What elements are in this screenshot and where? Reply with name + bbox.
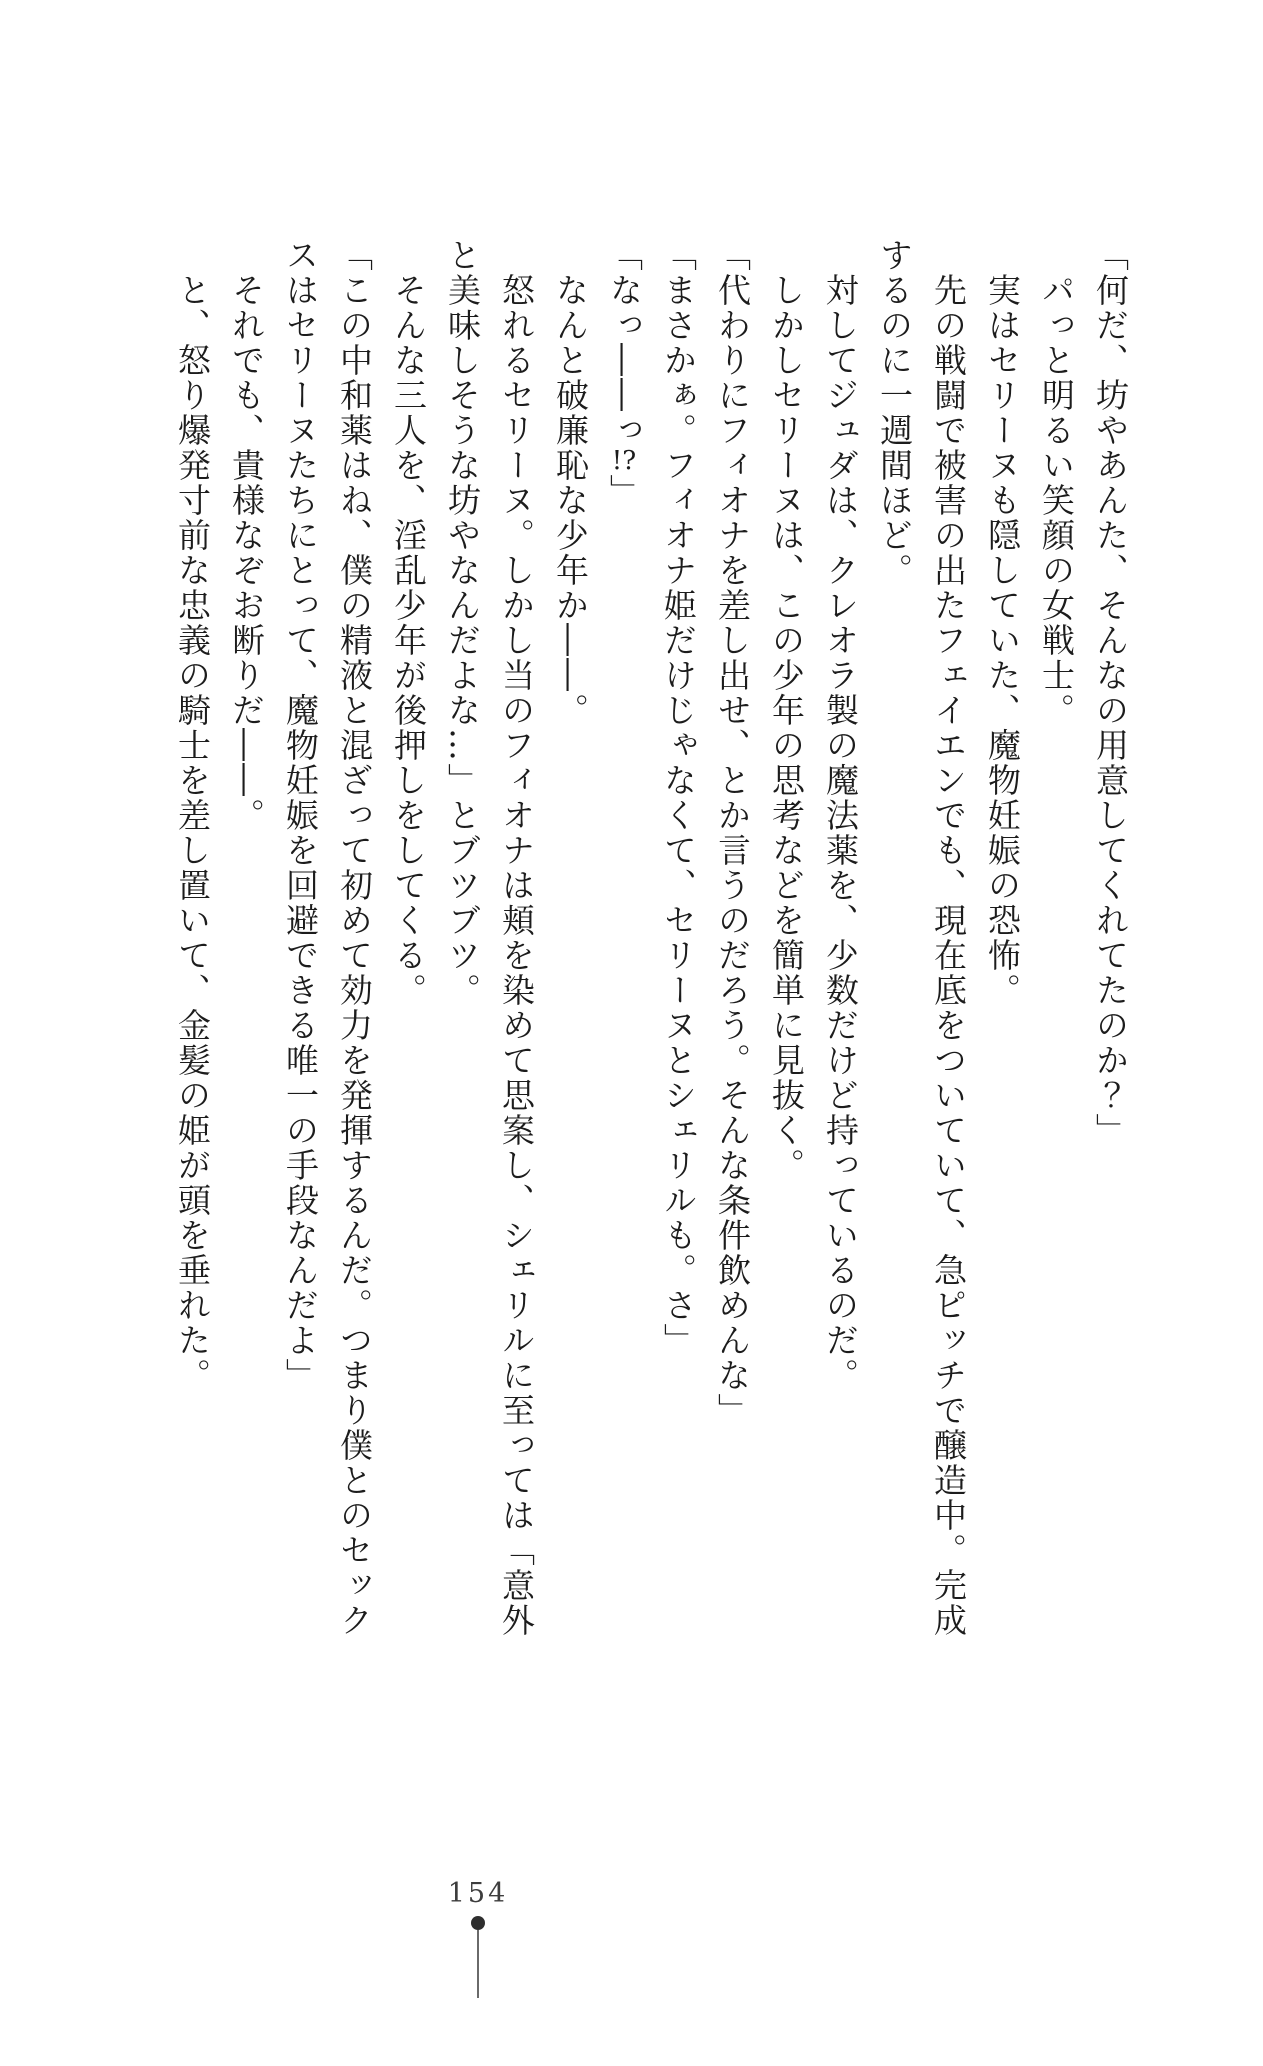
- dialogue-open: 「なっ――っ: [605, 238, 644, 448]
- text-column-4: 先の戦闘で被害の出たフェイエンでも、現在底をついていて、急ピッチで醸造中。完成: [929, 238, 968, 1638]
- text-column-18: と、怒り爆発寸前な忠義の騎士を差し置いて、金髪の姫が頭を垂れた。: [173, 238, 212, 1393]
- text-column-14: そんな三人を、淫乱少年が後押しをしてくる。: [389, 238, 428, 1008]
- page-ornament-line: [477, 1930, 479, 1998]
- text-column-10: [597, 238, 651, 1638]
- text-column-5: するのに一週間ほど。: [875, 238, 914, 588]
- page-footer: [438, 1880, 518, 1998]
- text-column-15: 「この中和薬はね、僕の精液と混ざって初めて効力を発揮するんだ。つまり僕とのセック: [335, 238, 374, 1638]
- text-column-3: 実はセリーヌも隠していた、魔物妊娠の恐怖。: [983, 238, 1022, 1008]
- text-column-7: しかしセリーヌは、この少年の思考などを簡単に見抜く。: [767, 238, 806, 1183]
- text-column-11: なんと破廉恥な少年か――。: [551, 238, 590, 728]
- tate-chu-yoko-exclamation: !?: [611, 448, 637, 474]
- text-column-9: 「まさかぁ。フィオナ姫だけじゃなくて、セリーヌとシェリルも。さ」: [659, 238, 698, 1358]
- text-column-8: 「代わりにフィオナを差し出せ、とか言うのだろう。そんな条件飲めんな」: [713, 238, 752, 1428]
- text-column-17: それでも、貴様なぞお断りだ――。: [227, 238, 266, 833]
- text-column-6: 対してジュダは、クレオラ製の魔法薬を、少数だけど持っているのだ。: [821, 238, 860, 1393]
- dialogue-close: 」: [605, 474, 644, 509]
- text-column-16: スはセリーヌたちにとって、魔物妊娠を回避できる唯一の手段なんだよ」: [281, 238, 320, 1393]
- page-number: 154: [447, 1878, 509, 1909]
- text-column-13: と美味しそうな坊やなんだよな…」とブツブツ。: [443, 238, 482, 1008]
- text-column-12: 怒れるセリーヌ。しかし当のフィオナは頬を染めて思案し、シェリルに至っては「意外: [497, 238, 536, 1638]
- page-ornament-dot-icon: [471, 1916, 485, 1930]
- text-column-2: パっと明るい笑顔の女戦士。: [1037, 238, 1076, 728]
- vertical-text-block: [165, 238, 1137, 1638]
- text-column-1: 「何だ、坊やあんた、そんなの用意してくれてたのか？」: [1091, 238, 1130, 1148]
